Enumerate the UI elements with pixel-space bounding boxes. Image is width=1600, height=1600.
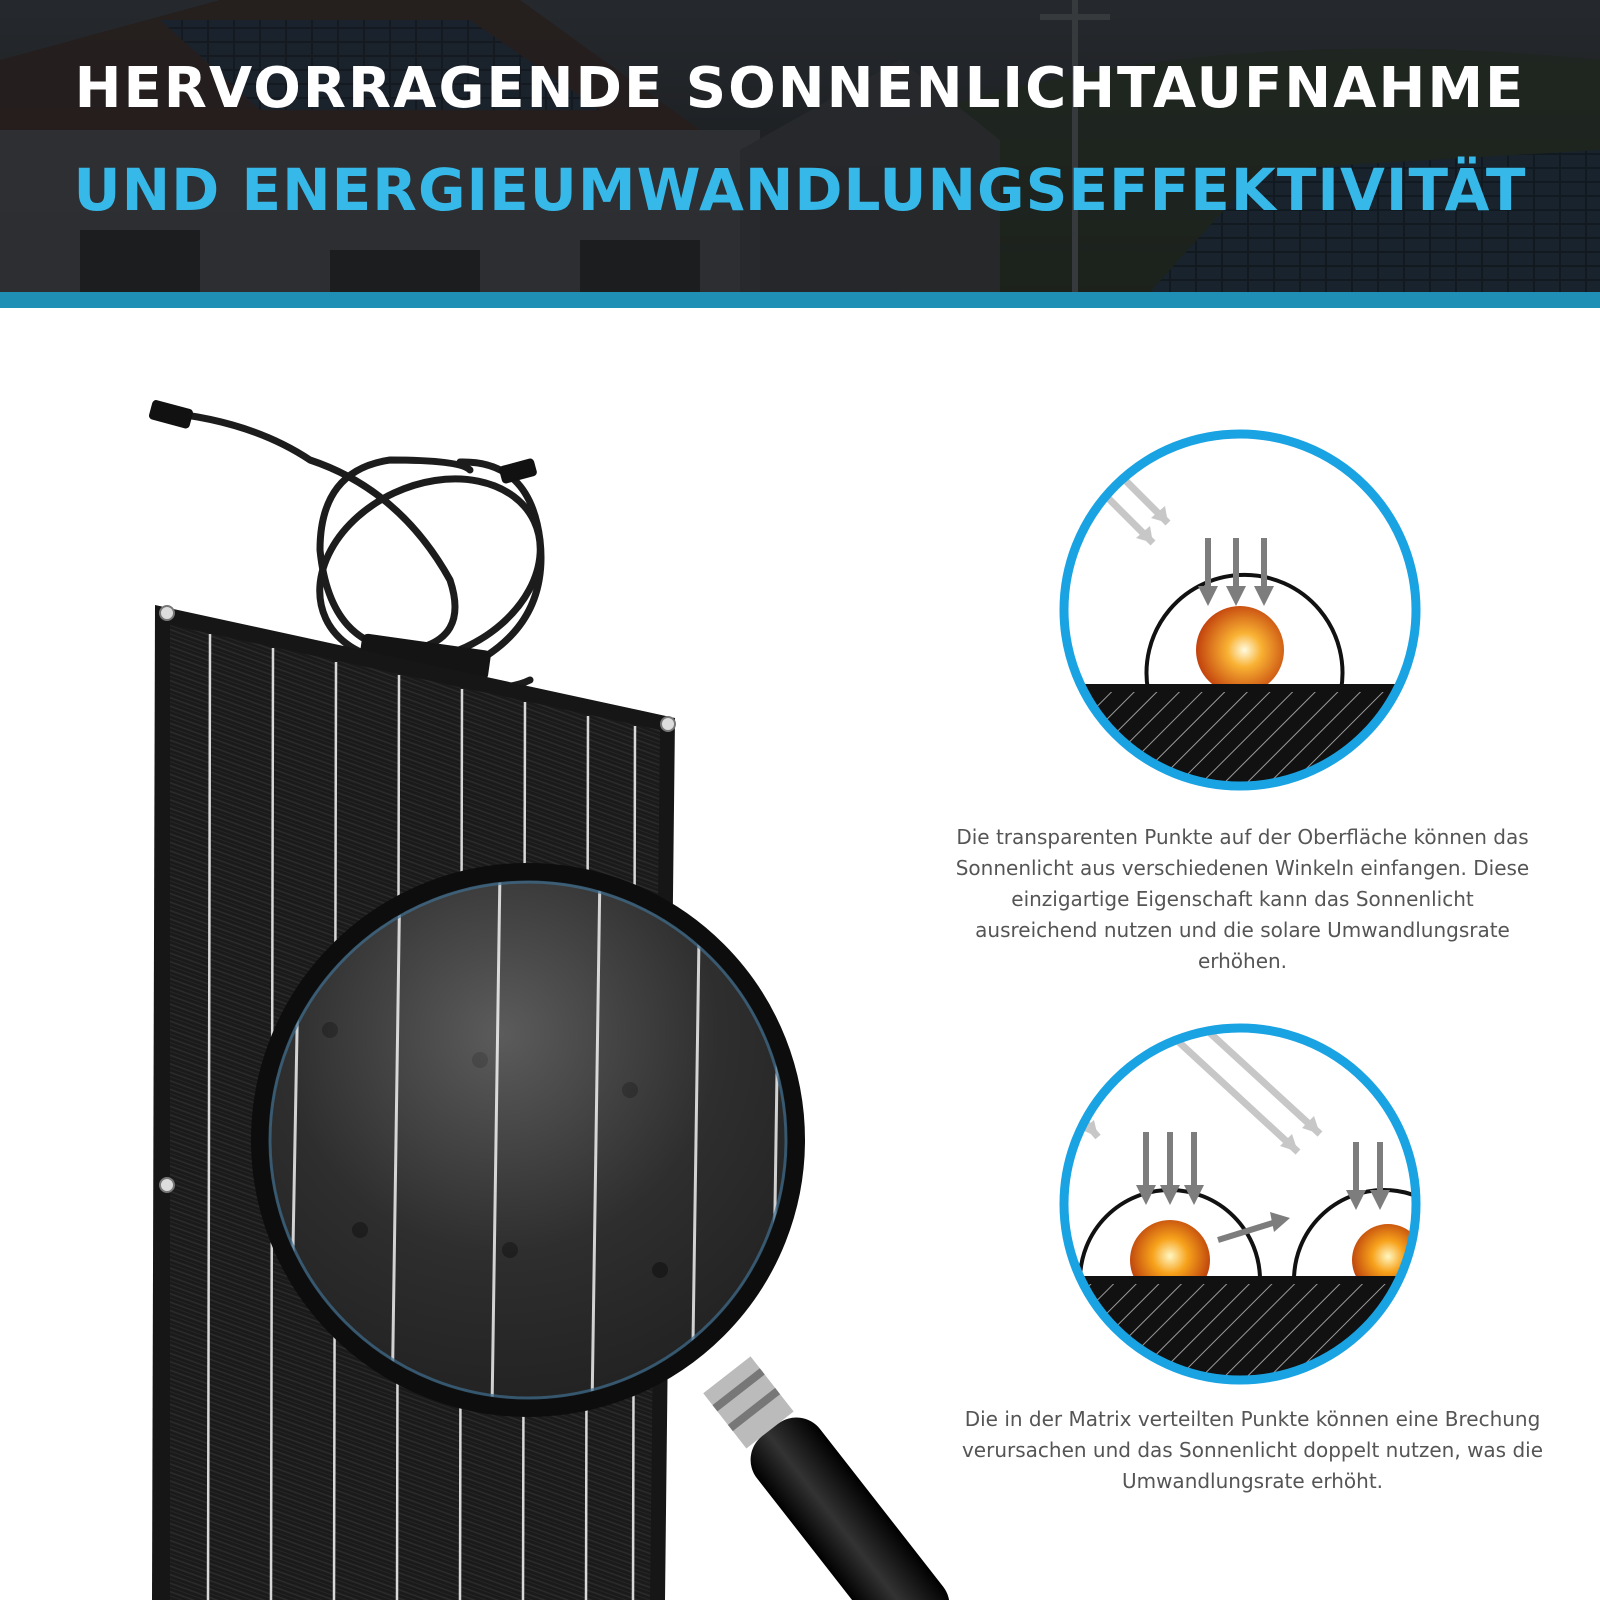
house-background-image [0,0,1600,292]
header-banner [0,0,1600,308]
headline-line-1: HERVORRAGENDE SONNENLICHTAUFNAHME [74,56,1526,121]
solar-panel-with-magnifier-image [130,400,1010,1600]
banner-accent-stripe [0,292,1600,308]
headline-line-2: UND ENERGIEUMWANDLUNGSEFFEKTIVITÄT [73,156,1527,224]
light-refraction-diagram [1058,1022,1422,1386]
feature-caption-2: Die in der Matrix verteilten Punkte können eine Brechung verursachen und das Sonnenlicht doppelt nutzen, was die Umwandlungsrate erhöht. [961,1407,1544,1493]
light-capture-diagram [1058,428,1422,792]
feature-caption-1: Die transparenten Punkte auf der Oberfläche können das Sonnenlicht aus verschiedenen Winkeln einfangen. Diese einzigartige Eigenschaft kann das Sonnenlicht ausreichend nutzen und die solare Umwandlungsrate erhöhen. [955,825,1530,973]
